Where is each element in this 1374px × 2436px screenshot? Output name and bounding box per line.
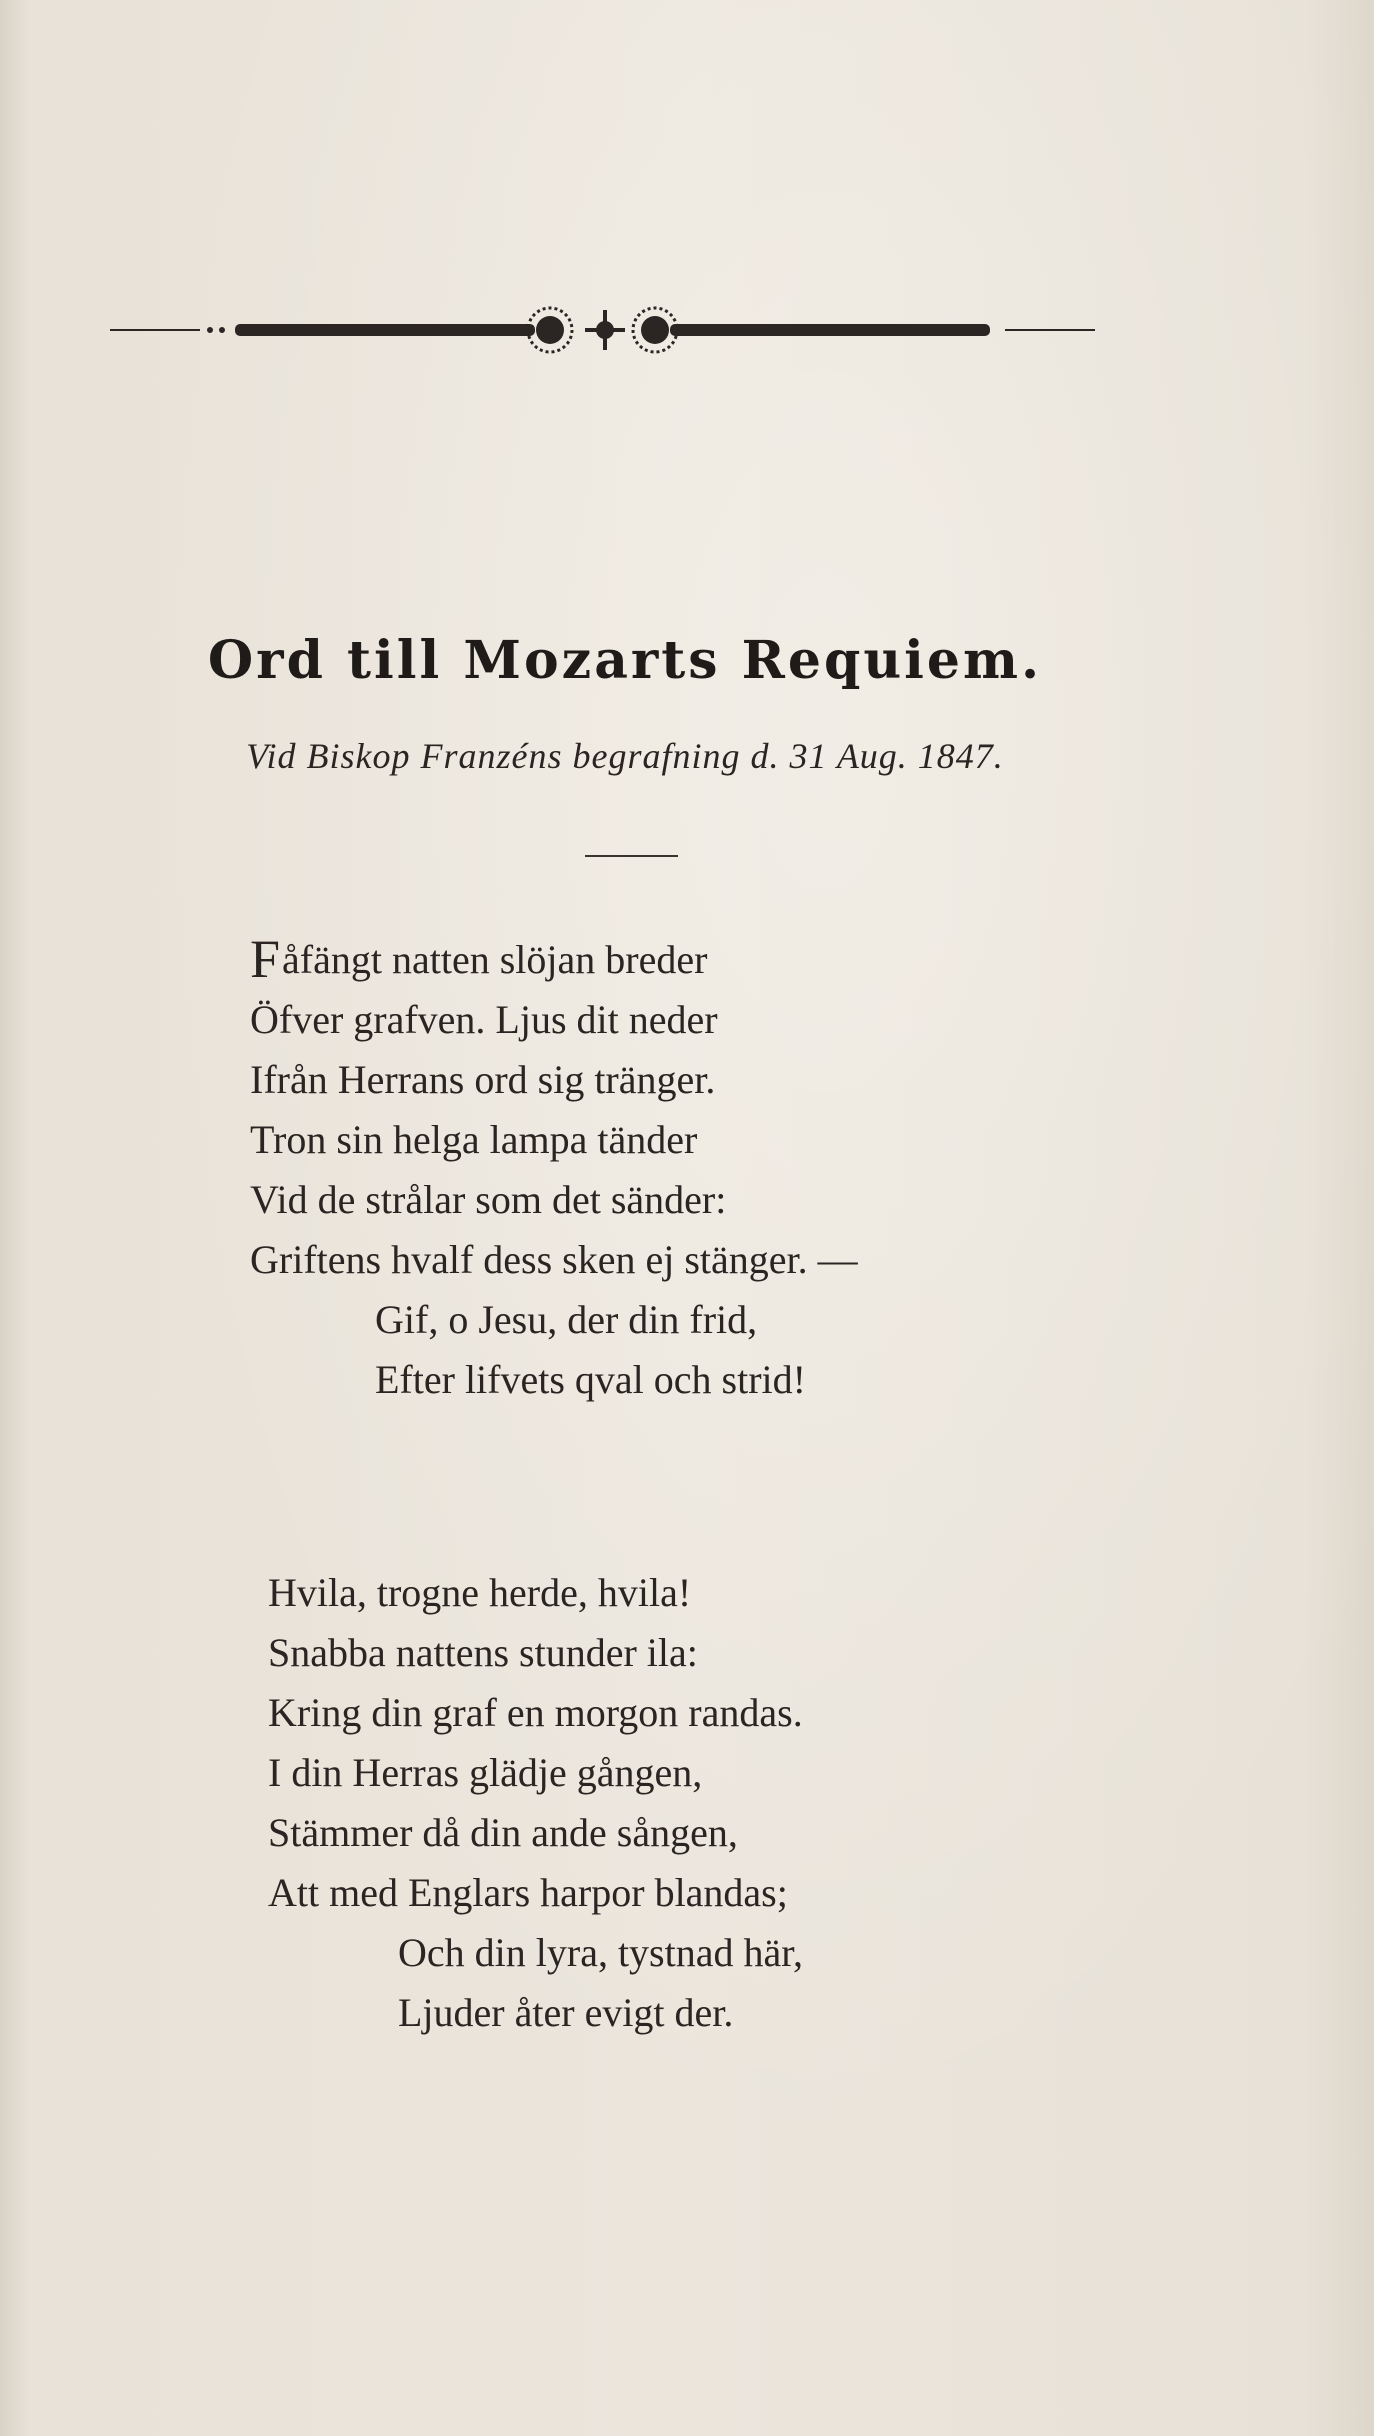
poem-subtitle: Vid Biskop Franzéns begrafning d. 31 Aug. 1847. [246,736,1004,776]
refrain-line: Efter lifvets qval och strid! [375,1357,806,1402]
stanza-line: Vid de strålar som det sänder: [250,1177,727,1222]
refrain-line: Gif, o Jesu, der din frid, [375,1297,758,1342]
refrain-line: Ljuder åter evigt der. [398,1990,734,2035]
stanza-2 [268,1563,803,2043]
stanza-line: Kring din graf en morgon randas. [268,1690,803,1735]
stanza-line: Att med Englars harpor blandas; [268,1870,788,1915]
poem-title: Ord till Mozarts Requiem. [207,630,1043,691]
stanza-line: Ifrån Herrans ord sig tränger. [250,1057,716,1102]
stanza-line: Stämmer då din ande sången, [268,1810,738,1855]
stanza-line: Hvila, trogne herde, hvila! [268,1570,692,1615]
drop-cap: F [250,929,281,989]
stanza-line: Öfver grafven. Ljus dit neder [250,997,718,1042]
stanza-1 [250,930,858,1410]
stanza-line: I din Herras glädje gången, [268,1750,703,1795]
stanza-line: Tron sin helga lampa tänder [250,1117,698,1162]
decorative-ornament-rule [110,300,1095,360]
stanza-line [250,930,858,990]
stanza-line: Snabba nattens stunder ila: [268,1630,698,1675]
stanza-line: Griftens hvalf dess sken ej stänger. — [250,1237,858,1282]
refrain-line: Och din lyra, tystnad här, [398,1930,803,1975]
stanza-line-text: åfängt natten slöjan breder [282,937,708,982]
separator-rule [585,855,678,857]
